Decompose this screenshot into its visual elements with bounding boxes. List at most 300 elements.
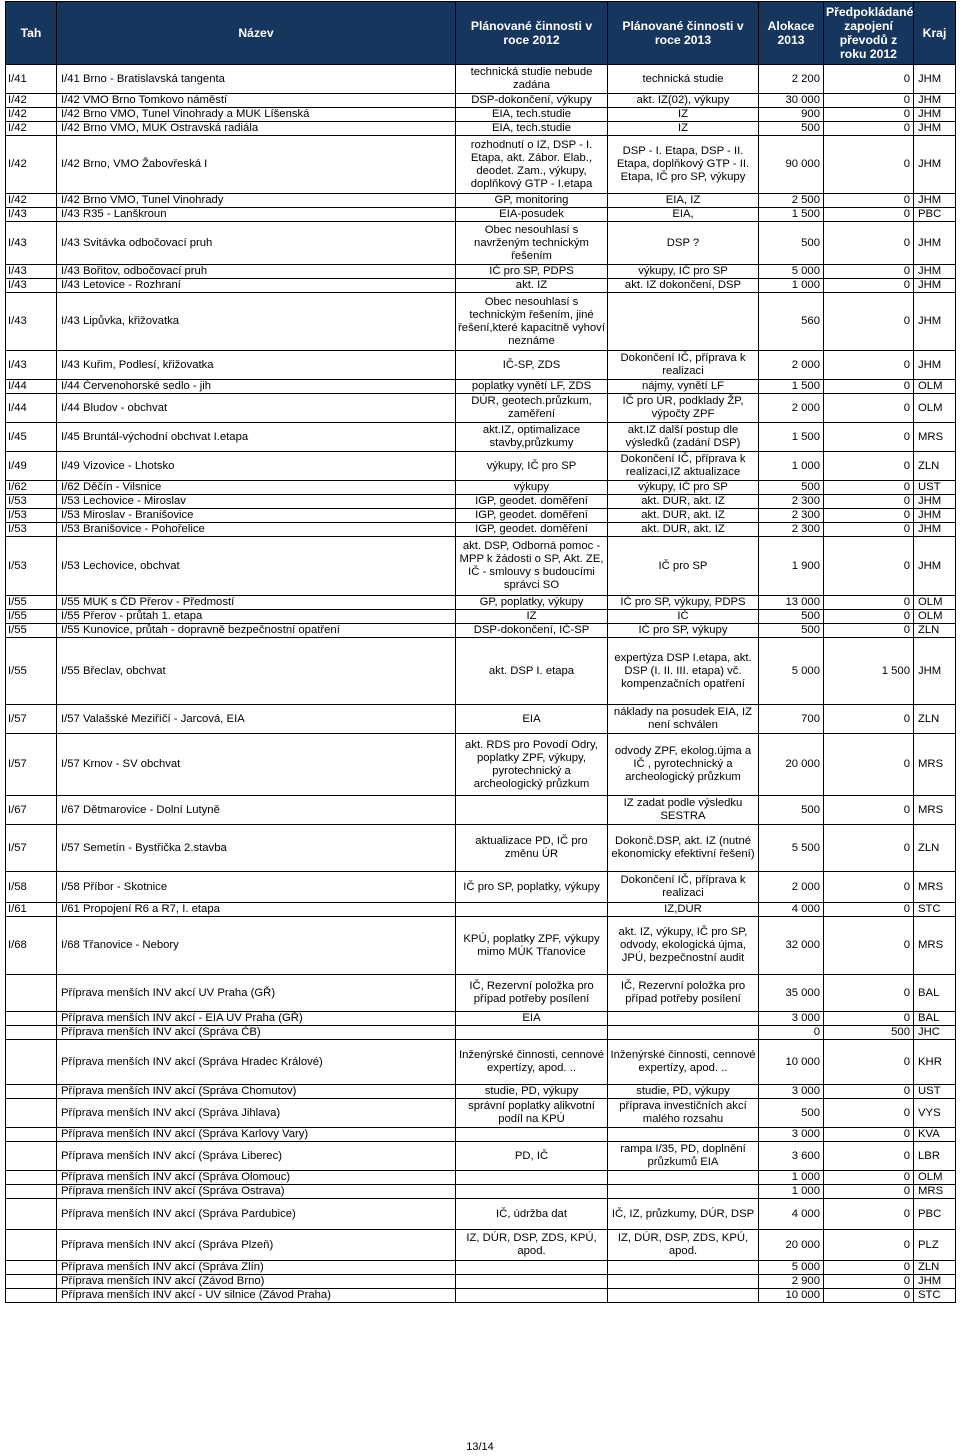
- cell-kraj: UST: [914, 1085, 956, 1099]
- cell-plan-2013: technická studie: [608, 65, 759, 94]
- cell-tah: [6, 1261, 57, 1275]
- table-row: [6, 94, 956, 108]
- cell-tah: I/53: [6, 523, 57, 537]
- cell-nazev: I/42 Brno VMO, Tunel Vinohrady: [57, 194, 456, 208]
- cell-plan-2013: Dokončení IČ, příprava k realizaci: [608, 351, 759, 380]
- cell-kraj: JHM: [914, 279, 956, 293]
- cell-alokace: 2 000: [759, 872, 824, 903]
- cell-tah: [6, 1275, 57, 1289]
- cell-nazev: I/55 Kunovice, průtah - dopravně bezpečnostní opatření: [57, 624, 456, 638]
- cell-prevody: 0: [824, 705, 914, 734]
- cell-kraj: MRS: [914, 1185, 956, 1199]
- cell-plan-2013: IČ pro SP, výkupy, PDPS: [608, 596, 759, 610]
- cell-plan-2012: [456, 1289, 608, 1303]
- cell-prevody: 0: [824, 917, 914, 975]
- cell-kraj: ZLN: [914, 705, 956, 734]
- cell-kraj: JHM: [914, 1275, 956, 1289]
- cell-alokace: 5 000: [759, 638, 824, 705]
- cell-kraj: JHM: [914, 509, 956, 523]
- cell-prevody: 0: [824, 509, 914, 523]
- cell-tah: [6, 1128, 57, 1142]
- cell-tah: I/57: [6, 825, 57, 872]
- cell-plan-2012: [456, 1275, 608, 1289]
- cell-nazev: I/53 Lechovice, obchvat: [57, 537, 456, 596]
- cell-nazev: I/42 VMO Brno Tomkovo náměstí: [57, 94, 456, 108]
- cell-alokace: 4 000: [759, 1199, 824, 1230]
- cell-tah: I/68: [6, 917, 57, 975]
- cell-prevody: 0: [824, 1275, 914, 1289]
- cell-plan-2012: výkupy: [456, 481, 608, 495]
- cell-plan-2012: EIA: [456, 705, 608, 734]
- cell-alokace: 1 000: [759, 452, 824, 481]
- header-plan-2012: Plánované činnosti v roce 2012: [456, 2, 608, 65]
- cell-prevody: 0: [824, 423, 914, 452]
- cell-alokace: 700: [759, 705, 824, 734]
- cell-kraj: JHC: [914, 1026, 956, 1040]
- cell-alokace: 500: [759, 1099, 824, 1128]
- cell-plan-2013: studie, PD, výkupy: [608, 1085, 759, 1099]
- cell-alokace: 30 000: [759, 94, 824, 108]
- cell-tah: I/67: [6, 796, 57, 825]
- cell-kraj: JHM: [914, 65, 956, 94]
- cell-alokace: 500: [759, 610, 824, 624]
- cell-alokace: 2 500: [759, 194, 824, 208]
- cell-kraj: OLM: [914, 394, 956, 423]
- cell-plan-2012: [456, 1128, 608, 1142]
- table-row: [6, 734, 956, 796]
- cell-alokace: 1 000: [759, 279, 824, 293]
- table-row: [6, 136, 956, 194]
- cell-alokace: 32 000: [759, 917, 824, 975]
- header-tah: Tah: [6, 2, 57, 65]
- table-row: [6, 537, 956, 596]
- cell-nazev: I/42 Brno, VMO Žabovřeská I: [57, 136, 456, 194]
- table-row: [6, 1171, 956, 1185]
- cell-kraj: PBC: [914, 208, 956, 222]
- table-row: [6, 194, 956, 208]
- cell-plan-2013: IČ pro SP: [608, 537, 759, 596]
- cell-tah: I/43: [6, 351, 57, 380]
- cell-alokace: 500: [759, 624, 824, 638]
- table-row: [6, 65, 956, 94]
- cell-plan-2013: [608, 1026, 759, 1040]
- cell-nazev: Příprava menších INV akcí (Správa Hradec Králové): [57, 1040, 456, 1085]
- cell-plan-2013: [608, 1012, 759, 1026]
- cell-kraj: OLM: [914, 380, 956, 394]
- cell-nazev: Příprava menších INV akcí (Správa Olomouc): [57, 1171, 456, 1185]
- table-row: [6, 452, 956, 481]
- cell-prevody: 0: [824, 481, 914, 495]
- cell-plan-2012: studie, PD, výkupy: [456, 1085, 608, 1099]
- cell-prevody: 0: [824, 610, 914, 624]
- cell-plan-2013: EIA, IZ: [608, 194, 759, 208]
- cell-alokace: 500: [759, 222, 824, 265]
- cell-tah: [6, 1085, 57, 1099]
- cell-nazev: I/41 Brno - Bratislavská tangenta: [57, 65, 456, 94]
- table-row: [6, 1142, 956, 1171]
- cell-alokace: 3 000: [759, 1085, 824, 1099]
- cell-plan-2013: EIA,: [608, 208, 759, 222]
- table-row: [6, 509, 956, 523]
- cell-alokace: 35 000: [759, 975, 824, 1012]
- cell-alokace: 2 900: [759, 1275, 824, 1289]
- cell-plan-2012: akt. RDS pro Povodí Odry, poplatky ZPF, výkupy, pyrotechnický a archeologický průzkum: [456, 734, 608, 796]
- cell-plan-2012: EIA-posudek: [456, 208, 608, 222]
- cell-plan-2012: aktualizace PD, IČ pro změnu ÚR: [456, 825, 608, 872]
- cell-prevody: 0: [824, 903, 914, 917]
- cell-prevody: 0: [824, 796, 914, 825]
- cell-tah: I/42: [6, 194, 57, 208]
- cell-alokace: 20 000: [759, 734, 824, 796]
- table-row: [6, 523, 956, 537]
- cell-nazev: I/68 Třanovice - Nebory: [57, 917, 456, 975]
- cell-plan-2013: náklady na posudek EIA, IZ není schválen: [608, 705, 759, 734]
- cell-alokace: 0: [759, 1026, 824, 1040]
- cell-plan-2012: [456, 1261, 608, 1275]
- table-row: [6, 293, 956, 351]
- cell-plan-2013: akt. DÚR, akt. IZ: [608, 495, 759, 509]
- cell-plan-2012: IČ pro SP, poplatky, výkupy: [456, 872, 608, 903]
- table-row: [6, 903, 956, 917]
- cell-tah: I/42: [6, 122, 57, 136]
- cell-plan-2013: [608, 293, 759, 351]
- cell-alokace: 90 000: [759, 136, 824, 194]
- cell-tah: I/49: [6, 452, 57, 481]
- cell-kraj: JHM: [914, 265, 956, 279]
- cell-prevody: 0: [824, 222, 914, 265]
- cell-nazev: I/67 Dětmarovice - Dolní Lutyně: [57, 796, 456, 825]
- cell-plan-2013: Dokonč.DSP, akt. IZ (nutné ekonomicky efektivní řešení): [608, 825, 759, 872]
- cell-plan-2012: IGP, geodet. doměření: [456, 509, 608, 523]
- cell-nazev: I/43 Kuřim, Podlesí, křižovatka: [57, 351, 456, 380]
- cell-kraj: OLM: [914, 596, 956, 610]
- cell-plan-2013: DSP - I. Etapa, DSP - II. Etapa, doplňkový GTP - II. Etapa, IČ pro SP, výkupy: [608, 136, 759, 194]
- cell-kraj: BAL: [914, 1012, 956, 1026]
- cell-tah: I/42: [6, 94, 57, 108]
- cell-prevody: 0: [824, 394, 914, 423]
- cell-plan-2013: expertýza DSP I.etapa, akt. DSP (I. II. III. etapa) vč. kompenzačních opatření: [608, 638, 759, 705]
- cell-prevody: 0: [824, 122, 914, 136]
- cell-prevody: 0: [824, 537, 914, 596]
- cell-alokace: 5 000: [759, 265, 824, 279]
- table-row: [6, 380, 956, 394]
- cell-prevody: 0: [824, 1230, 914, 1261]
- cell-alokace: 3 000: [759, 1012, 824, 1026]
- cell-plan-2012: výkupy, IČ pro SP: [456, 452, 608, 481]
- cell-tah: I/42: [6, 108, 57, 122]
- cell-prevody: 0: [824, 975, 914, 1012]
- cell-plan-2013: akt. DÚR, akt. IZ: [608, 523, 759, 537]
- table-row: [6, 1275, 956, 1289]
- cell-plan-2013: [608, 1171, 759, 1185]
- cell-nazev: Příprava menších INV akcí UV Praha (GŘ): [57, 975, 456, 1012]
- cell-plan-2013: IZ: [608, 122, 759, 136]
- cell-prevody: 0: [824, 265, 914, 279]
- cell-tah: I/41: [6, 65, 57, 94]
- cell-tah: I/55: [6, 638, 57, 705]
- cell-tah: I/53: [6, 537, 57, 596]
- cell-alokace: 2 000: [759, 351, 824, 380]
- header-nazev: Název: [57, 2, 456, 65]
- table-row: [6, 1040, 956, 1085]
- cell-prevody: 0: [824, 194, 914, 208]
- cell-plan-2012: PD, IČ: [456, 1142, 608, 1171]
- cell-plan-2013: IZ,DÚR: [608, 903, 759, 917]
- cell-plan-2013: akt. IZ(02), výkupy: [608, 94, 759, 108]
- cell-prevody: 0: [824, 1171, 914, 1185]
- cell-plan-2012: DSP-dokončení, IČ-SP: [456, 624, 608, 638]
- table-row: [6, 423, 956, 452]
- cell-alokace: 3 000: [759, 1128, 824, 1142]
- cell-prevody: 500: [824, 1026, 914, 1040]
- cell-kraj: MRS: [914, 917, 956, 975]
- cell-tah: [6, 1142, 57, 1171]
- cell-tah: I/45: [6, 423, 57, 452]
- table-row: [6, 1261, 956, 1275]
- cell-tah: [6, 1026, 57, 1040]
- cell-plan-2012: EIA: [456, 1012, 608, 1026]
- cell-plan-2012: GP, poplatky, výkupy: [456, 596, 608, 610]
- cell-plan-2012: poplatky vynětí LF, ZDS: [456, 380, 608, 394]
- cell-nazev: I/42 Brno VMO, MÚK Ostravská radiála: [57, 122, 456, 136]
- cell-alokace: 1 500: [759, 423, 824, 452]
- cell-tah: I/43: [6, 208, 57, 222]
- cell-plan-2012: IČ, Rezervní položka pro případ potřeby posílení: [456, 975, 608, 1012]
- cell-nazev: Příprava menších INV akcí (Správa Pardubice): [57, 1199, 456, 1230]
- cell-prevody: 0: [824, 495, 914, 509]
- cell-plan-2013: IČ, IZ, průzkumy, DÚR, DSP: [608, 1199, 759, 1230]
- cell-nazev: Příprava menších INV akcí - EIA UV Praha (GŘ): [57, 1012, 456, 1026]
- cell-tah: [6, 1199, 57, 1230]
- cell-plan-2012: GP, monitoring: [456, 194, 608, 208]
- cell-kraj: MRS: [914, 796, 956, 825]
- cell-tah: I/44: [6, 380, 57, 394]
- cell-prevody: 0: [824, 65, 914, 94]
- cell-plan-2012: IČ-SP, ZDS: [456, 351, 608, 380]
- cell-tah: I/43: [6, 265, 57, 279]
- table-row: [6, 596, 956, 610]
- cell-nazev: I/55 Přerov - průtah 1. etapa: [57, 610, 456, 624]
- cell-plan-2012: Obec nesouhlasí s technickým řešením, jiné řešení,které kapacitně vyhoví neznáme: [456, 293, 608, 351]
- cell-tah: I/53: [6, 495, 57, 509]
- cell-tah: [6, 1040, 57, 1085]
- cell-plan-2013: IČ pro SP, výkupy: [608, 624, 759, 638]
- table-row: [6, 279, 956, 293]
- cell-plan-2012: EIA, tech.studie: [456, 108, 608, 122]
- cell-alokace: 20 000: [759, 1230, 824, 1261]
- cell-tah: I/55: [6, 624, 57, 638]
- cell-alokace: 2 300: [759, 495, 824, 509]
- cell-alokace: 2 300: [759, 523, 824, 537]
- cell-tah: I/43: [6, 222, 57, 265]
- cell-plan-2013: akt. IZ dokončení, DSP: [608, 279, 759, 293]
- table-row: [6, 610, 956, 624]
- table-row: [6, 1199, 956, 1230]
- cell-prevody: 0: [824, 596, 914, 610]
- cell-kraj: JHM: [914, 194, 956, 208]
- cell-prevody: 0: [824, 1040, 914, 1085]
- cell-alokace: 1 500: [759, 380, 824, 394]
- table-row: [6, 975, 956, 1012]
- cell-alokace: 2 000: [759, 394, 824, 423]
- cell-nazev: Příprava menších INV akcí - UV silnice (Závod Praha): [57, 1289, 456, 1303]
- cell-prevody: 0: [824, 1289, 914, 1303]
- cell-kraj: UST: [914, 481, 956, 495]
- cell-prevody: 0: [824, 279, 914, 293]
- cell-prevody: 0: [824, 624, 914, 638]
- cell-prevody: 0: [824, 351, 914, 380]
- cell-plan-2012: KPÚ, poplatky ZPF, výkupy mimo MÚK Třanovice: [456, 917, 608, 975]
- cell-nazev: I/53 Miroslav - Branišovice: [57, 509, 456, 523]
- cell-kraj: PLZ: [914, 1230, 956, 1261]
- cell-kraj: JHM: [914, 293, 956, 351]
- header-alokace: Alokace 2013: [759, 2, 824, 65]
- cell-plan-2013: [608, 1275, 759, 1289]
- cell-kraj: OLM: [914, 610, 956, 624]
- cell-nazev: I/62 Děčín - Vilsnice: [57, 481, 456, 495]
- cell-tah: [6, 1230, 57, 1261]
- cell-kraj: MRS: [914, 872, 956, 903]
- cell-kraj: KVA: [914, 1128, 956, 1142]
- cell-tah: [6, 1289, 57, 1303]
- cell-prevody: 0: [824, 1128, 914, 1142]
- cell-plan-2012: IZ: [456, 610, 608, 624]
- table-row: [6, 122, 956, 136]
- cell-kraj: LBR: [914, 1142, 956, 1171]
- cell-kraj: JHM: [914, 523, 956, 537]
- table-body: [6, 65, 956, 1303]
- cell-prevody: 0: [824, 136, 914, 194]
- cell-alokace: 500: [759, 481, 824, 495]
- cell-nazev: I/43 R35 - Lanškroun: [57, 208, 456, 222]
- cell-tah: I/55: [6, 596, 57, 610]
- cell-tah: I/62: [6, 481, 57, 495]
- table-row: [6, 208, 956, 222]
- cell-alokace: 1 500: [759, 208, 824, 222]
- cell-prevody: 0: [824, 1085, 914, 1099]
- cell-tah: [6, 1099, 57, 1128]
- cell-nazev: I/55 MÚK s ČD Přerov - Předmostí: [57, 596, 456, 610]
- cell-nazev: I/42 Brno VMO, Tunel Vinohrady a MÚK Líšenská: [57, 108, 456, 122]
- cell-kraj: OLM: [914, 1171, 956, 1185]
- cell-plan-2013: IZ, DÚR, DSP, ZDS, KPÚ, apod.: [608, 1230, 759, 1261]
- cell-nazev: Příprava menších INV akcí (Správa Liberec): [57, 1142, 456, 1171]
- header-kraj: Kraj: [914, 2, 956, 65]
- cell-tah: [6, 975, 57, 1012]
- cell-kraj: JHM: [914, 108, 956, 122]
- cell-nazev: I/43 Lipůvka, křižovatka: [57, 293, 456, 351]
- cell-alokace: 500: [759, 796, 824, 825]
- cell-tah: [6, 1171, 57, 1185]
- table-row: [6, 1230, 956, 1261]
- header-plan-2013: Plánované činnosti v roce 2013: [608, 2, 759, 65]
- cell-nazev: I/55 Břeclav, obchvat: [57, 638, 456, 705]
- cell-prevody: 0: [824, 872, 914, 903]
- cell-prevody: 0: [824, 1261, 914, 1275]
- header-predpokladane: Předpokládané zapojení převodů z roku 2012: [824, 2, 914, 65]
- cell-alokace: 2 300: [759, 509, 824, 523]
- cell-prevody: 0: [824, 1142, 914, 1171]
- table-row: [6, 394, 956, 423]
- table-row: [6, 1085, 956, 1099]
- cell-kraj: JHM: [914, 351, 956, 380]
- cell-plan-2013: IČ pro ÚR, podklady ŽP, výpočty ZPF: [608, 394, 759, 423]
- cell-tah: I/57: [6, 705, 57, 734]
- cell-plan-2012: IGP, geodet. doměření: [456, 495, 608, 509]
- cell-kraj: JHM: [914, 638, 956, 705]
- table-row: [6, 624, 956, 638]
- cell-plan-2012: IZ, DÚR, DSP, ZDS, KPÚ, apod.: [456, 1230, 608, 1261]
- cell-nazev: Příprava menších INV akcí (Správa Ostrava): [57, 1185, 456, 1199]
- cell-plan-2013: nájmy, vynětí LF: [608, 380, 759, 394]
- cell-plan-2012: akt.IZ, optimalizace stavby,průzkumy: [456, 423, 608, 452]
- cell-kraj: VYS: [914, 1099, 956, 1128]
- cell-prevody: 0: [824, 94, 914, 108]
- cell-alokace: 2 200: [759, 65, 824, 94]
- cell-plan-2013: akt. IZ, výkupy, IČ pro SP, odvody, ekologická újma, JPÚ, bezpečnostní audit: [608, 917, 759, 975]
- cell-nazev: I/44 Červenohorské sedlo - jih: [57, 380, 456, 394]
- cell-plan-2012: [456, 1026, 608, 1040]
- cell-nazev: I/43 Svitávka odbočovací pruh: [57, 222, 456, 265]
- cell-nazev: I/44 Bludov - obchvat: [57, 394, 456, 423]
- cell-prevody: 0: [824, 1199, 914, 1230]
- cell-alokace: 10 000: [759, 1289, 824, 1303]
- cell-plan-2013: [608, 1128, 759, 1142]
- cell-plan-2012: DSP-dokončení, výkupy: [456, 94, 608, 108]
- cell-tah: [6, 1185, 57, 1199]
- table-row: [6, 1289, 956, 1303]
- cell-plan-2013: IZ zadat podle výsledku SESTRA: [608, 796, 759, 825]
- cell-nazev: Příprava menších INV akcí (Závod Brno): [57, 1275, 456, 1289]
- cell-prevody: 1 500: [824, 638, 914, 705]
- cell-alokace: 5 500: [759, 825, 824, 872]
- cell-prevody: 0: [824, 452, 914, 481]
- cell-alokace: 1 000: [759, 1171, 824, 1185]
- cell-prevody: 0: [824, 523, 914, 537]
- cell-plan-2012: rozhodnutí o IZ, DSP - I. Etapa, akt. Zábor. Elab., deodet. Zam., výkupy, doplňkový GTP - I.etapa: [456, 136, 608, 194]
- cell-plan-2013: výkupy, IČ pro SP: [608, 265, 759, 279]
- cell-alokace: 13 000: [759, 596, 824, 610]
- table-row: [6, 917, 956, 975]
- cell-alokace: 500: [759, 122, 824, 136]
- table-header: [6, 2, 956, 65]
- cell-alokace: 1 900: [759, 537, 824, 596]
- cell-kraj: JHM: [914, 537, 956, 596]
- cell-plan-2013: [608, 1185, 759, 1199]
- cell-plan-2012: správní poplatky alikvotní podíl na KPÚ: [456, 1099, 608, 1128]
- cell-tah: I/55: [6, 610, 57, 624]
- cell-nazev: Příprava menších INV akcí (Správa Karlovy Vary): [57, 1128, 456, 1142]
- cell-nazev: Příprava menších INV akcí (Správa ČB): [57, 1026, 456, 1040]
- cell-tah: I/44: [6, 394, 57, 423]
- cell-prevody: 0: [824, 293, 914, 351]
- table-row: [6, 495, 956, 509]
- cell-nazev: I/53 Branišovice - Pohořelice: [57, 523, 456, 537]
- cell-kraj: STC: [914, 1289, 956, 1303]
- table-row: [6, 222, 956, 265]
- cell-alokace: 560: [759, 293, 824, 351]
- cell-kraj: JHM: [914, 94, 956, 108]
- cell-nazev: Příprava menších INV akcí (Správa Jihlava): [57, 1099, 456, 1128]
- cell-kraj: MRS: [914, 423, 956, 452]
- cell-kraj: PBC: [914, 1199, 956, 1230]
- cell-plan-2012: [456, 1171, 608, 1185]
- cell-kraj: STC: [914, 903, 956, 917]
- cell-prevody: 0: [824, 734, 914, 796]
- cell-alokace: 3 600: [759, 1142, 824, 1171]
- cell-kraj: ZLN: [914, 1261, 956, 1275]
- cell-plan-2013: IČ, Rezervní položka pro případ potřeby posílení: [608, 975, 759, 1012]
